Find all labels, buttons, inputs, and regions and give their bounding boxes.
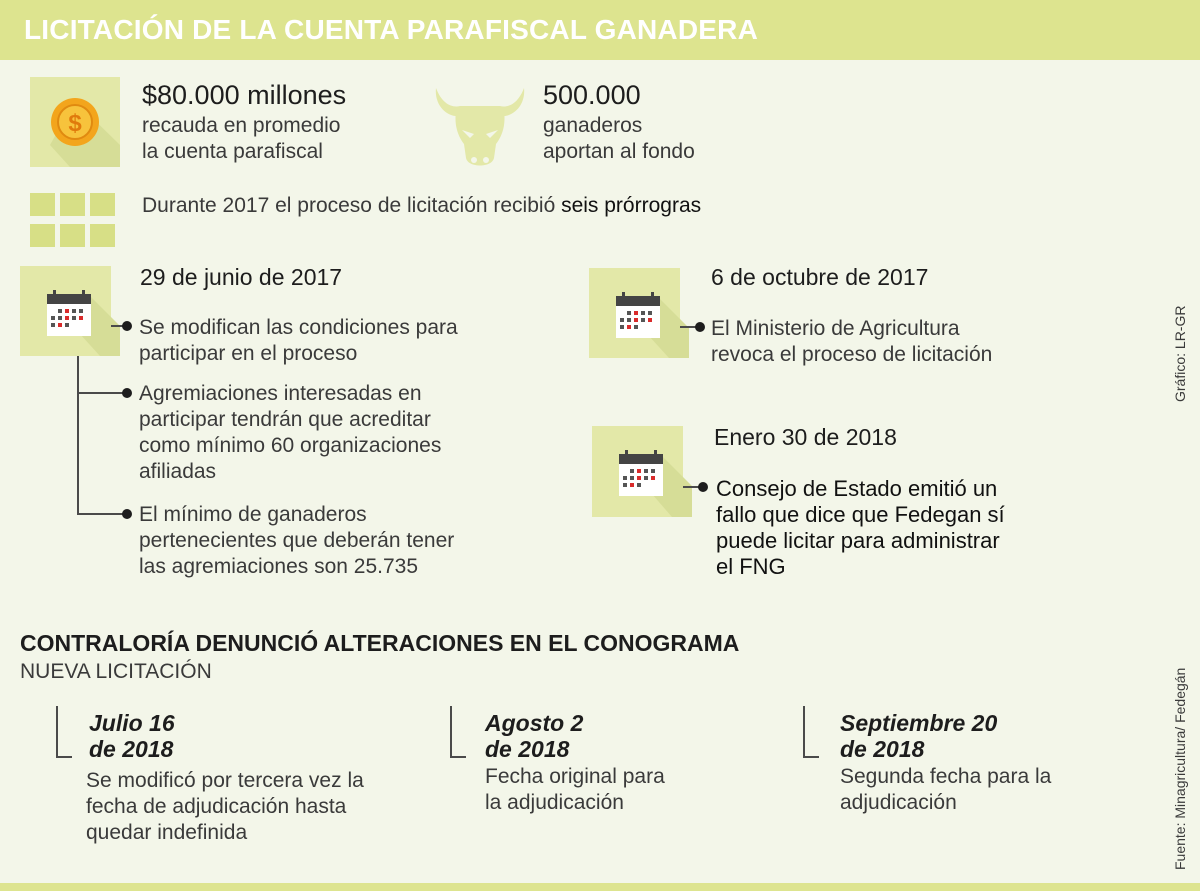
timeline2-date-1: Agosto 2 [485,710,584,736]
event1-item3-line1: El mínimo de ganaderos [139,503,367,526]
prorroga-square [30,193,55,216]
event3-date: Enero 30 de 2018 [714,424,897,450]
event3-line3: puede licitar para administrar [716,528,1000,553]
ganaderos-value: 500.000 [543,80,641,110]
event1-connector-3 [77,513,127,515]
bullet-dot [122,321,132,331]
event3-line1: Consejo de Estado emitió un [716,476,998,501]
timeline1-text-1: Se modificó por tercera vez la [86,769,364,792]
event3-line2: fallo que dice que Fedegan sí [716,502,1005,527]
prorrogas-emphasis: seis prórrogras [561,194,702,217]
prorroga-square [30,224,55,247]
timeline-bracket [56,706,72,758]
timeline2-text-2: la adjudicación [485,791,624,814]
timeline-bracket [803,706,819,758]
money-value: $80.000 millones [142,80,347,110]
timeline3-date-2: de 2018 [840,736,925,762]
timeline3-date-1: Septiembre 20 [840,710,998,736]
bullet-dot [698,482,708,492]
grafico-credit: Gráfico: LR-GR [1172,305,1188,402]
event1-item2-line4: afiliadas [139,460,217,483]
calendar-icon [592,426,702,526]
timeline3-text-2: adjudicación [840,791,957,814]
event2-line1: El Ministerio de Agricultura [711,317,960,340]
money-caption-1: recauda en promedio [142,114,341,137]
page-title: LICITACIÓN DE LA CUENTA PARAFISCAL GANADERA [24,14,758,45]
header-bar [0,0,1200,60]
fuente-credit: Fuente: Minagricultura/ Fedegán [1172,667,1188,870]
event1-connector-vertical [77,356,79,514]
event1-connector-2 [77,392,127,394]
timeline-bracket [450,706,466,758]
event1-date: 29 de junio de 2017 [140,264,343,290]
prorrogas-sentence: Durante 2017 el proceso de licitación recibió [142,194,562,217]
event3-line4: el FNG [716,554,786,579]
timeline1-text-2: fecha de adjudicación hasta [86,795,347,818]
event2-line2: revoca el proceso de licitación [711,343,993,366]
prorroga-square [90,224,115,247]
svg-text:$: $ [68,110,82,137]
prorroga-square [60,224,85,247]
event1-item1-line1: Se modifican las condiciones para [139,316,458,339]
money-caption-2: la cuenta parafiscal [142,140,323,163]
contraloria-title: CONTRALORÍA DENUNCIÓ ALTERACIONES EN EL CONOGRAMA [20,630,740,656]
timeline1-date-2: de 2018 [89,736,174,762]
bullet-dot [122,509,132,519]
footer-bar [0,883,1200,891]
timeline2-date-2: de 2018 [485,736,570,762]
ganaderos-caption-2: aportan al fondo [543,140,695,163]
prorroga-square [90,193,115,216]
event1-item2-line1: Agremiaciones interesadas en [139,382,422,405]
calendar-icon [20,266,130,366]
event1-item2-line3: como mínimo 60 organizaciones [139,434,442,457]
timeline1-text-3: quedar indefinida [86,821,248,844]
dollar-coin-icon [30,77,140,177]
event1-item1-line2: participar en el proceso [139,342,358,365]
event2-date: 6 de octubre de 2017 [711,264,929,290]
contraloria-subtitle: NUEVA LICITACIÓN [20,660,212,683]
bullet-dot [695,322,705,332]
bull-head-icon [430,78,530,173]
timeline3-text-1: Segunda fecha para la [840,765,1052,788]
event1-item3-line2: pertenecientes que deberán tener [139,529,455,552]
calendar-icon [589,268,699,368]
timeline2-text-1: Fecha original para [485,765,665,788]
prorroga-square [60,193,85,216]
timeline1-date-1: Julio 16 [89,710,175,736]
prorrogas-text [142,193,701,219]
event1-item3-line3: las agremiaciones son 25.735 [139,555,419,578]
event1-item2-line2: participar tendrán que acreditar [139,408,431,431]
ganaderos-caption-1: ganaderos [543,114,643,137]
bullet-dot [122,388,132,398]
